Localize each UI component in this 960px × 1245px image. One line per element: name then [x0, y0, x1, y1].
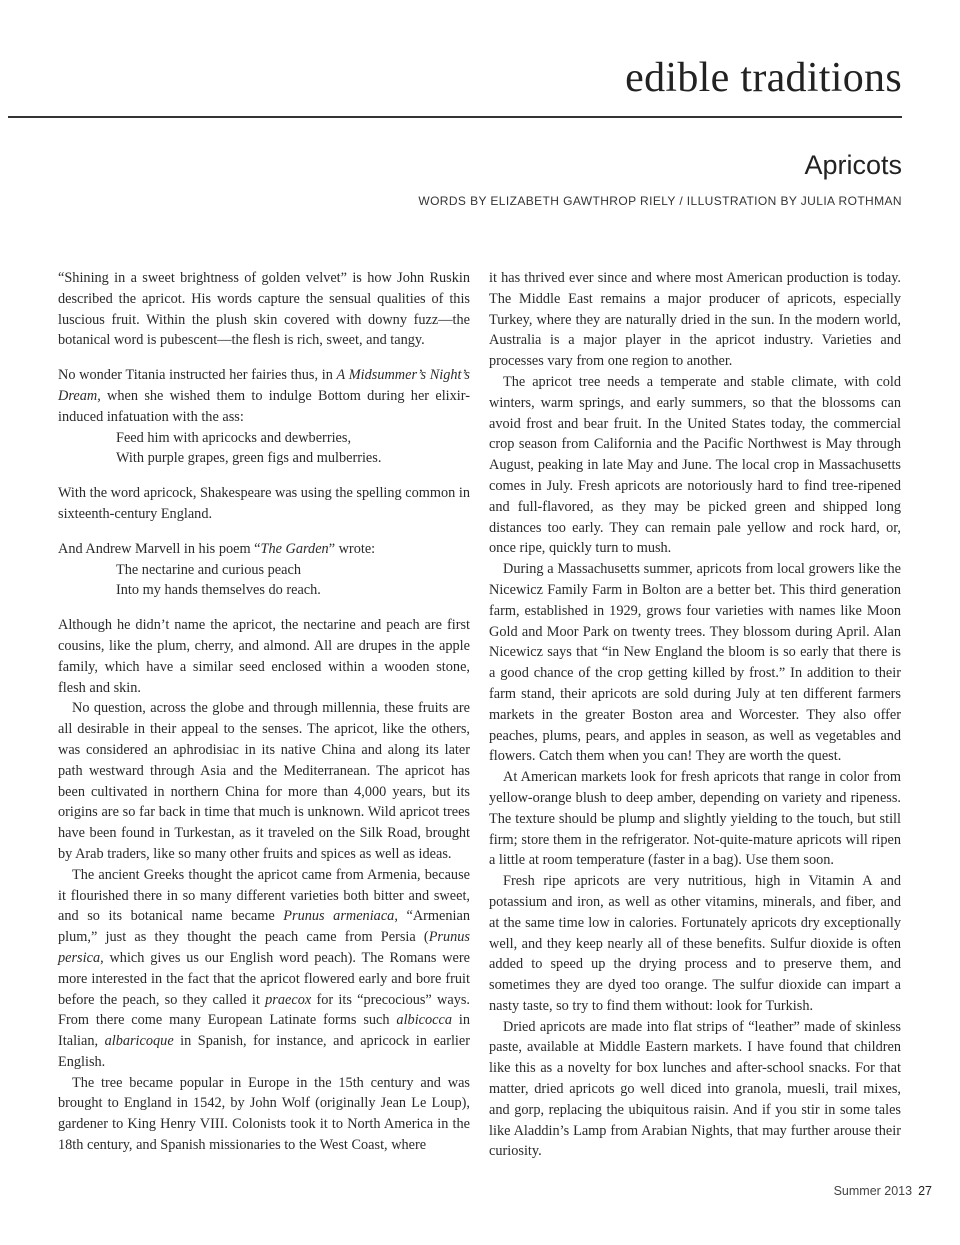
- page-number: 27: [918, 1184, 932, 1198]
- verse-quote: [58, 428, 470, 470]
- section-title: edible traditions: [625, 55, 902, 101]
- paragraph: No question, across the globe and through millennia, these fruits are all desirable in their appeal to the senses. The apricot, like the others, was considered an aphrodisiac in its native China and along its later path westward through Asia and the Mediterranean. The apricot has been cultivated in northern China for more than 4,000 years, but its origins are so far back in time that much is unknown. Wild apricot trees have been found in Turkestan, as it traveled on the Silk Road, brought by Arab traders, like so many other fruits and spices as well as ideas.: [58, 700, 470, 862]
- header-rule: [8, 116, 902, 118]
- paragraph: The apricot tree needs a temperate and stable climate, with cold winters, warm springs, and early summers, so that the blossoms can avoid frost and bear fruit. In the United States today, the commercial crop season from California and the Pacific Northwest is May through August, peaking in late May and June. The local crop in Massachusetts comes in July. Fresh apricots are notoriously hard to find tree-ripened and full-flavored, as they may be picked green and shipped long distances too early. They can remain pale yellow and rock hard, or, once ripe, quickly turn to mush.: [489, 373, 901, 557]
- article-title: Apricots: [804, 150, 902, 180]
- verse-line: Into my hands themselves do reach.: [116, 582, 321, 599]
- left-column: [58, 268, 470, 1156]
- right-column: [489, 268, 901, 1162]
- paragraph: Dried apricots are made into flat strips of “leather” made of skinless paste, available at Middle Eastern markets. I have found that children like this as a novelty for box lunches and after-school snacks. For that matter, dried apricots go well diced into granola, muesli, trail mixes, and gorp, replacing the ubiquitous raisin. And if you stir in some tales like Aladdin’s Lamp from Arabian Nights, that may further arouse their curiosity.: [489, 1018, 901, 1160]
- issue-label: Summer 2013: [833, 1184, 913, 1198]
- paragraph: it has thrived ever since and where most American production is today. The Middle East remains a major producer of apricots, especially Turkey, where they are naturally dried in the sun. In the modern world, Australia is a major player in the apricot industry. Varieties and processes vary from one region to another.: [489, 270, 901, 370]
- poem-title: The Garden: [260, 540, 329, 557]
- paragraph: The ancient Greeks thought the apricot came from Armenia, because it flourished there in so many different varieties both bitter and sweet, and so its botanical name became Prunus armeniaca, “Armenian plum,” just as they thought the peach came from Persia (Prunus persica, which gives us our English word peach). The Romans were more interested in the fact that the apricot flowered early and bore fruit before the peach, so they called it praecox for its “precocious” ways. From there come many European Latinate forms such albicocca in Italian, albaricoque in Spanish, for instance, and apricock in earlier English.: [58, 866, 471, 1070]
- verse-line: Feed him with apricocks and dewberries,: [116, 429, 352, 446]
- paragraph: And Andrew Marvell in his poem “The Garden” wrote:: [58, 540, 376, 557]
- paragraph: At American markets look for fresh apricots that range in color from yellow-orange blush to deep amber, depending on variety and ripeness. The texture should be plump and slightly yielding to the touch, but still firm; store them in the refrigerator. Not-quite-mature apricots will ripen a little at room temperature (faster in a bag). Use them soon.: [489, 769, 901, 869]
- verse-line: With purple grapes, green figs and mulberries.: [116, 450, 382, 467]
- byline: WORDS BY ELIZABETH GAWTHROP RIELY / ILLUSTRATION BY JULIA ROTHMAN: [418, 194, 902, 208]
- paragraph: Fresh ripe apricots are very nutritious, high in Vitamin A and potassium and iron, as well as other vitamins, minerals, and fiber, and at the same time low in calories. Fortunately apricots dry exceptionally well, and they keep nearly all of these benefits. Sulfur dioxide is often added to speed up the drying process and to preserve them, and sometimes they are dyed too orange. The sulfur dioxide can impart a nasty taste, so try to find them without: look for Turkish.: [489, 873, 901, 1014]
- paragraph: With the word apricock, Shakespeare was using the spelling common in sixteenth-century England.: [58, 485, 470, 522]
- verse-quote: [58, 560, 470, 602]
- paragraph: Although he didn’t name the apricot, the nectarine and peach are first cousins, like the plum, cherry, and almond. All are drupes in the apple family, which have a similar seed enclosed within a wooden stone, flesh and skin.: [58, 617, 470, 696]
- page-footer: [834, 1184, 932, 1198]
- paragraph: No wonder Titania instructed her fairies thus, in A Midsummer’s Night’s Dream, when she wished them to indulge Bottom during her elixir-induced infatuation with the ass:: [58, 367, 470, 425]
- paragraph: “Shining in a sweet brightness of golden velvet” is how John Ruskin described the apricot. His words capture the sensual qualities of this luscious fruit. Within the plush skin covered with downy fuzz—the botanical word is pubescent—the flesh is rich, sweet, and tangy.: [58, 270, 470, 349]
- play-title: A Midsummer’s Night’s Dream: [58, 367, 470, 404]
- verse-line: The nectarine and curious peach: [116, 561, 301, 578]
- paragraph: During a Massachusetts summer, apricots from local growers like the Nicewicz Family Farm in Bolton are a better bet. This third generation farm, established in 1929, grows four varieties with names like Moon Gold and Moor Park on twenty trees. They blossom during April. Alan Nicewicz says that “in New England the bloom is so early that there is a good chance of the crop getting killed by frost.” In addition to their farm stand, their apricots are sold during July at ten different farmers markets in the greater Boston area and Worcester. They also offer peaches, plums, pears, and apples in season, as well as vegetables and flowers. Catch them when you can! They are worth the quest.: [489, 561, 901, 765]
- paragraph: The tree became popular in Europe in the 15th century and was brought to England in 1542, by John Wolf (originally Jean Le Loup), gardener to King Henry VIII. Colonists took it to North America in the 18th century, and Spanish missionaries to the West Coast, where: [58, 1074, 470, 1154]
